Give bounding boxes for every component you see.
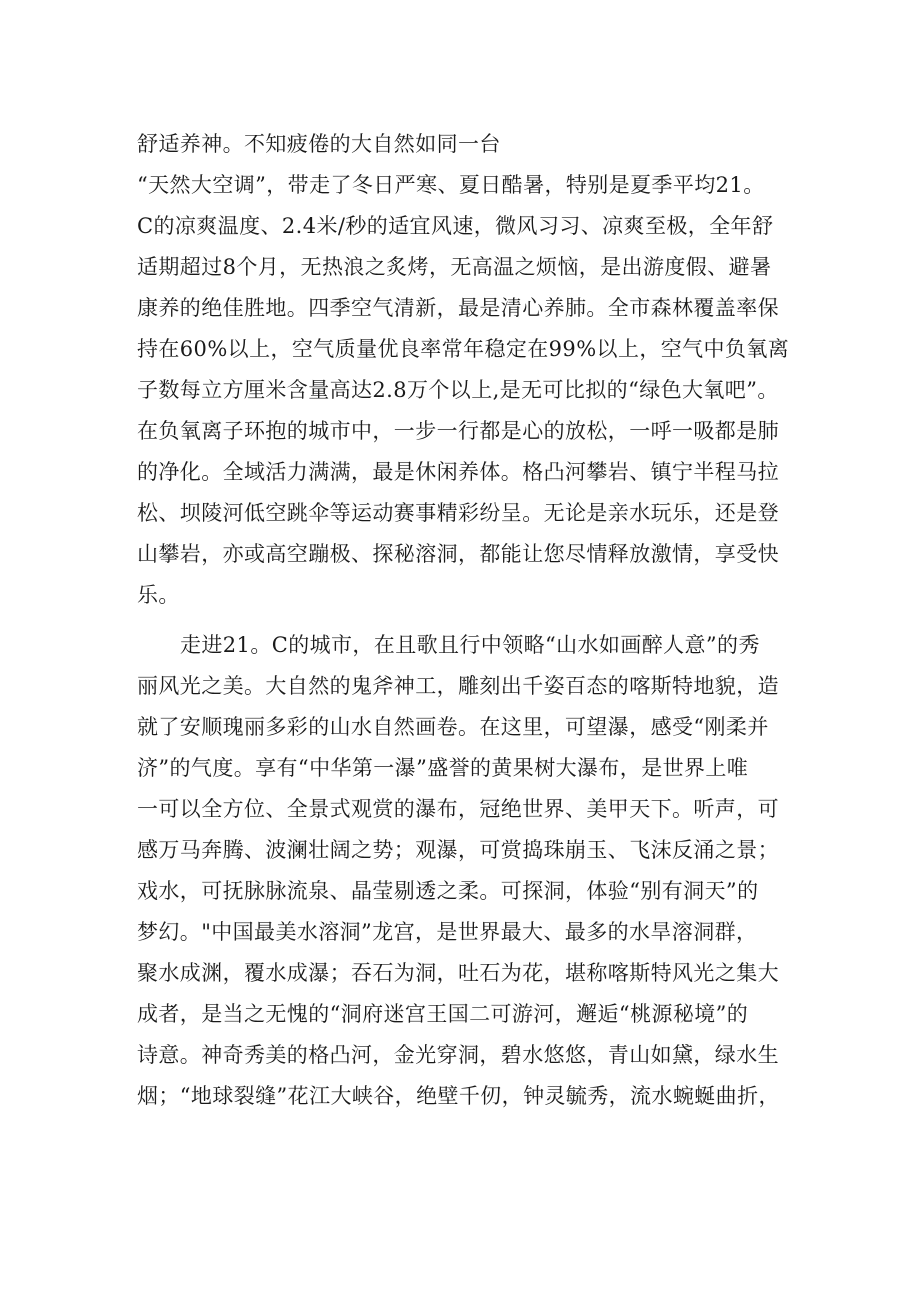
text-line: 梦幻。"中国最美水溶洞”龙宫，是世界最大、最多的水旱溶洞群， [137,920,758,944]
text-line: 成者，是当之无愧的“洞府迷宫王国二可游河，邂逅“桃源秘境”的 [137,1002,749,1026]
text-line: 戏水，可抚脉脉流泉、晶莹剔透之柔。可探洞，体验“别有洞天”的 [137,879,759,903]
paragraph-first-line: 走进21。C的城市，在且歌且行中领略“山水如画醉人意”的秀 [180,633,760,657]
text-line: 就了安顺瑰丽多彩的山水自然画卷。在这里，可望瀑，感受“刚柔并 [137,715,769,739]
text-line: “天然大空调”，带走了冬日严寒、夏日酷暑，特别是夏季平均21。 [137,173,765,197]
text-line: 的净化。全域活力满满，最是休闲养体。格凸河攀岩、镇宁半程马拉 [137,460,779,484]
text-line: 持在60%以上，空气质量优良率常年稳定在99%以上，空气中负氧离 [137,337,790,361]
text-line: 舒适养神。不知疲倦的大自然如同一台 [137,132,501,156]
text-line: 乐。 [137,583,180,607]
text-line: 在负氧离子环抱的城市中，一步一行都是心的放松，一呼一吸都是肺 [137,419,779,443]
text-line: 诗意。神奇秀美的格凸河，金光穿洞，碧水悠悠，青山如黛，绿水生 [137,1043,779,1067]
text-line: C的凉爽温度、2.4米/秒的适宜风速，微风习习、凉爽至极，全年舒 [137,214,774,238]
text-line: 康养的绝佳胜地。四季空气清新，最是清心养肺。全市森林覆盖率保 [137,296,779,320]
text-line: 子数每立方厘米含量高达2.8万个以上,是无可比拟的“绿色大氧吧”。 [137,378,779,402]
text-line: 烟；“地球裂缝”花江大峡谷，绝壁千仞，钟灵毓秀，流水蜿蜒曲折， [137,1084,780,1108]
text-line: 丽风光之美。大自然的鬼斧神工，雕刻出千姿百态的喀斯特地貌，造 [137,674,779,698]
text-line: 感万马奔腾、波澜壮阔之势；观瀑，可赏捣珠崩玉、飞沫反涌之景； [137,838,779,862]
text-line: 松、坝陵河低空跳伞等运动赛事精彩纷呈。无论是亲水玩乐，还是登 [137,501,779,525]
text-line: 聚水成渊，覆水成瀑；吞石为洞，吐石为花，堪称喀斯特风光之集大 [137,961,779,985]
text-line: 一可以全方位、全景式观赏的瀑布，冠绝世界、美甲天下。听声，可 [137,797,779,821]
text-line: 山攀岩，亦或高空蹦极、探秘溶洞，都能让您尽情释放激情，享受快 [137,542,779,566]
text-line: 济”的气度。享有“中华第一瀑”盛誉的黄果树大瀑布，是世界上唯 [137,756,749,780]
text-line: 适期超过8个月，无热浪之炙烤，无高温之烦恼，是出游度假、避暑 [137,255,772,279]
